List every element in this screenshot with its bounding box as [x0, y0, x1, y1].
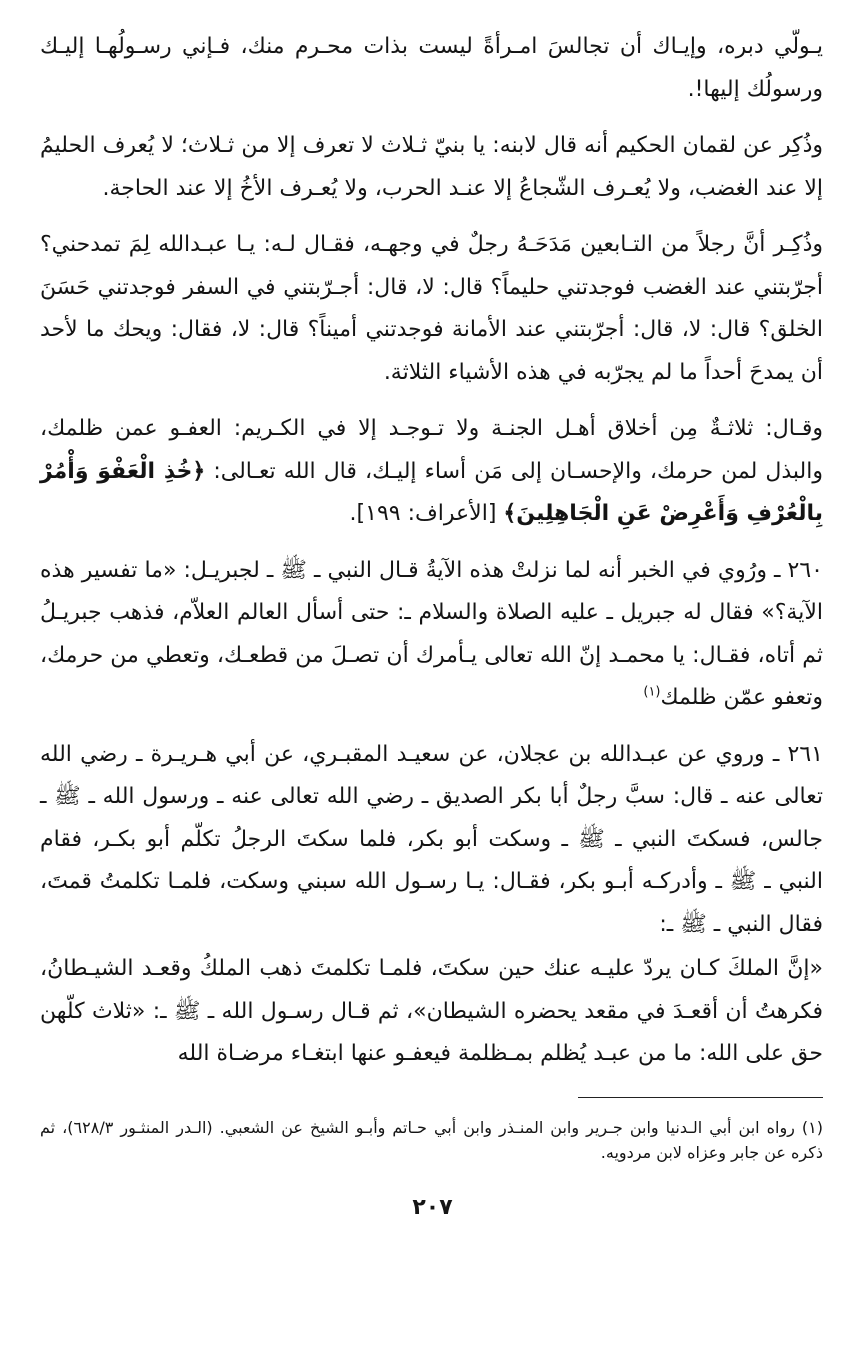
footnote-divider	[578, 1097, 823, 1098]
footnote: (١) رواه ابن أبي الـدنيا وابن جـرير وابن المنـذر وابن أبي حـاتم وأبـو الشيخ عن الشعبي. (الـدر المنثـور ٦٢٨/٣)، ثم ذكره عن جابر وعزاه لابن مردويه.	[40, 1118, 824, 1162]
hadith-261-continued: «إنَّ الملكَ كـان يردّ عليـه عنك حين سكتَ، فلمـا تكلمتَ ذهب الملكُ وقعـد الشيـطانُ، فكرهتُ أن أقعـدَ في مقعد يحضره الشيطان»، ثم قـال رسـول الله ـ ﷺ ـ: «ثلاث كلّهن حق على الله: ما من عبـد يُظلم بمـظلمة فيعفـو عنها ابتغـاء مرضـاة الله	[40, 956, 823, 1066]
hadith-260-text: ٢٦٠ ـ ورُوي في الخبر أنه لما نزلتْ هذه الآيةُ قـال النبي ـ ﷺ ـ لجبريـل: «ما تفسير هذه الآية؟» فقال له جبريل ـ عليه الصلاة والسلام ـ: حتى أسأل العالم العلاّم، فذهب جبريـلُ ثم أتاه، فقـال: يا محمـد إنّ الله تعالى يـأمرك أن تصـلَ من قطعـك، وتعطي من حرمك، وتعفو عمّن ظلمك	[40, 557, 823, 710]
footnote-marker[interactable]: (١)	[643, 684, 661, 700]
paragraph-3: وذُكِـر أنَّ رجلاً من التـابعين مَدَحَـهُ رجلٌ في وجهـه، فقـال لـه: يـا عبـدالله لِمَ تمدحني؟ أجرّبتني عند الغضب فوجدتني حليماً؟ قال: لا، قال: أجـرّبتني في السفر فوجدتني حَسَنَ الخلق؟ قال: لا، قال: أجرّبتني عند الأمانة فوجدتني أميناً؟ قال: لا، فقال: ويحك ما لأحد أن يمدحَ أحداً ما لم يجرّبه في هذه الأشياء الثلاثة.	[40, 232, 823, 385]
paragraph-1: يـولّي دبره، وإيـاك أن تجالسَ امـرأةً ليست بذات محـرم منك، فـإني رسـولُهـا إليـك ورسولُك إليها!.	[40, 34, 823, 102]
quran-verse: ﴿خُذِ الْعَفْوَ وَأْمُرْ بِالْعُرْفِ وَأَعْرِضْ عَنِ الْجَاهِلِينَ﴾	[40, 458, 823, 526]
paragraph-4-text: وقـال: ثلاثـةٌ مِن أخلاق أهـل الجنـة ولا تـوجـد إلا في الكـريم: العفـو عمن ظلمك، والبذل لمن حرمك، والإحسـان إلى مَن أساء إليـك، قال الله تعـالى:	[40, 416, 823, 484]
verse-reference: [الأعراف: ١٩٩].	[349, 501, 504, 526]
hadith-261: ٢٦١ ـ وروي عن عبـدالله بن عجلان، عن سعيـد المقبـري، عن أبي هـريـرة ـ رضي الله تعالى عنه ـ قال: سبَّ رجلٌ أبا بكر الصديق ـ رضي الله تعالى عنه ـ ورسول الله ـ ﷺ ـ جالس، فسكتَ النبي ـ ﷺ ـ وسكت أبو بكر، فلما سكتَ الرجلُ تكلّم أبو بكـر، فقام النبي ـ ﷺ ـ وأدركـه أبـو بكر، فقـال: يـا رسـول الله سبني وسكت، فلمـا تكلمتُ قمتَ، فقال النبي ـ ﷺ ـ:	[40, 741, 823, 937]
paragraph-2: وذُكِر عن لقمان الحكيم أنه قال لابنه: يا بنيّ ثـلاث لا تعرف إلا من ثـلاث؛ لا يُعرف الحليمُ إلا عند الغضب، ولا يُعـرف الشّجاعُ إلا عنـد الحرب، ولا يُعـرف الأخُ إلا عند الحاجة.	[40, 133, 823, 201]
page-number: ٢٠٧	[412, 1195, 453, 1220]
hadith-260	[40, 550, 823, 720]
paragraph-4	[40, 408, 823, 536]
